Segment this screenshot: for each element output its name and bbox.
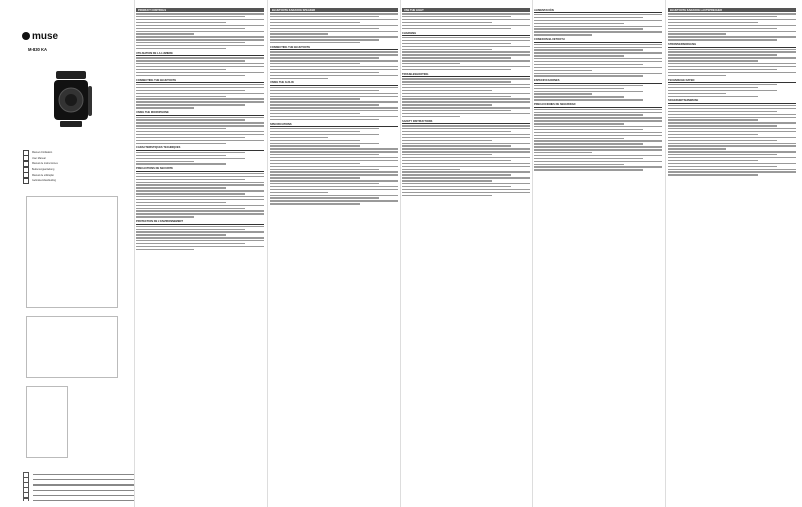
flag-icon bbox=[23, 178, 29, 184]
page-divider bbox=[400, 0, 401, 507]
control-diagram bbox=[26, 316, 118, 378]
page-divider bbox=[134, 0, 135, 507]
language-item: Bedienungsanleitung bbox=[32, 168, 55, 172]
page-spanish bbox=[534, 6, 662, 501]
section-heading: CARACTERISTIQUES TECHNIQUES bbox=[136, 146, 264, 151]
section-heading: PRODUCT CONTROLS bbox=[136, 8, 264, 12]
language-list bbox=[23, 150, 58, 184]
section-heading: CONNECTING THE BLUETOOTH bbox=[270, 45, 398, 50]
page-english-2 bbox=[402, 6, 530, 501]
section-heading: USING THE MICROPHONE bbox=[136, 111, 264, 116]
page-divider bbox=[267, 0, 268, 507]
muse-logo bbox=[20, 26, 90, 46]
model-number: M-830 KA bbox=[28, 47, 48, 52]
warning-icon bbox=[23, 498, 29, 501]
section-heading: BLUETOOTH KARAOKE LAUTSPRECHER bbox=[668, 8, 796, 12]
section-heading: TROUBLESHOOTING bbox=[402, 72, 530, 77]
section-heading: ALIMENTACIÓN bbox=[534, 8, 662, 13]
page-divider bbox=[665, 0, 666, 507]
page-english-1 bbox=[270, 6, 398, 501]
section-heading: CHARGING bbox=[402, 31, 530, 36]
language-item: User Manual bbox=[32, 156, 46, 160]
speaker-image bbox=[46, 66, 96, 141]
section-heading: SAFETY INSTRUCTIONS bbox=[402, 119, 530, 124]
language-item: Manuel d'utilisation bbox=[32, 151, 53, 155]
section-heading: USING THE AUX-IN bbox=[270, 81, 398, 86]
page-german bbox=[668, 6, 796, 501]
language-item: Manual de utilização bbox=[32, 173, 54, 177]
section-heading: TECHNISCHE DATEN bbox=[668, 78, 796, 83]
section-heading: BLUETOOTH KARAOKE SPEAKER bbox=[270, 8, 398, 12]
section-heading: PRÉCAUTIONS DE SÉCURITÉ bbox=[136, 167, 264, 172]
remote-diagram bbox=[26, 386, 68, 458]
page-divider bbox=[532, 0, 533, 507]
section-heading: STROMVERSORGUNG bbox=[668, 43, 796, 48]
language-item: Gebruikershandleiding bbox=[32, 179, 56, 183]
section-heading: SPECIFICATIONS bbox=[270, 122, 398, 127]
section-heading: USE THE LIGHT bbox=[402, 8, 530, 12]
product-diagram bbox=[26, 196, 118, 308]
section-heading: CONEXIÓN BLUETOOTH bbox=[534, 38, 662, 43]
section-heading: UTILISATION DE LA LUMIERE bbox=[136, 51, 264, 56]
warning-list bbox=[23, 472, 134, 501]
brand-text: muse bbox=[32, 31, 59, 42]
section-heading: PRECAUCIONES DE SEGURIDAD bbox=[534, 103, 662, 108]
section-heading: ESPECIFICACIONES bbox=[534, 79, 662, 84]
section-heading: CONNECTING THE BLUETOOTH bbox=[136, 78, 264, 83]
page-french bbox=[136, 6, 264, 501]
section-heading: SICHERHEITSHINWEISE bbox=[668, 99, 796, 104]
cover-page bbox=[6, 6, 134, 501]
section-heading: PROTECTION DE L'ENVIRONNEMENT bbox=[136, 220, 264, 225]
language-item: Manual de instrucciones bbox=[32, 162, 58, 166]
